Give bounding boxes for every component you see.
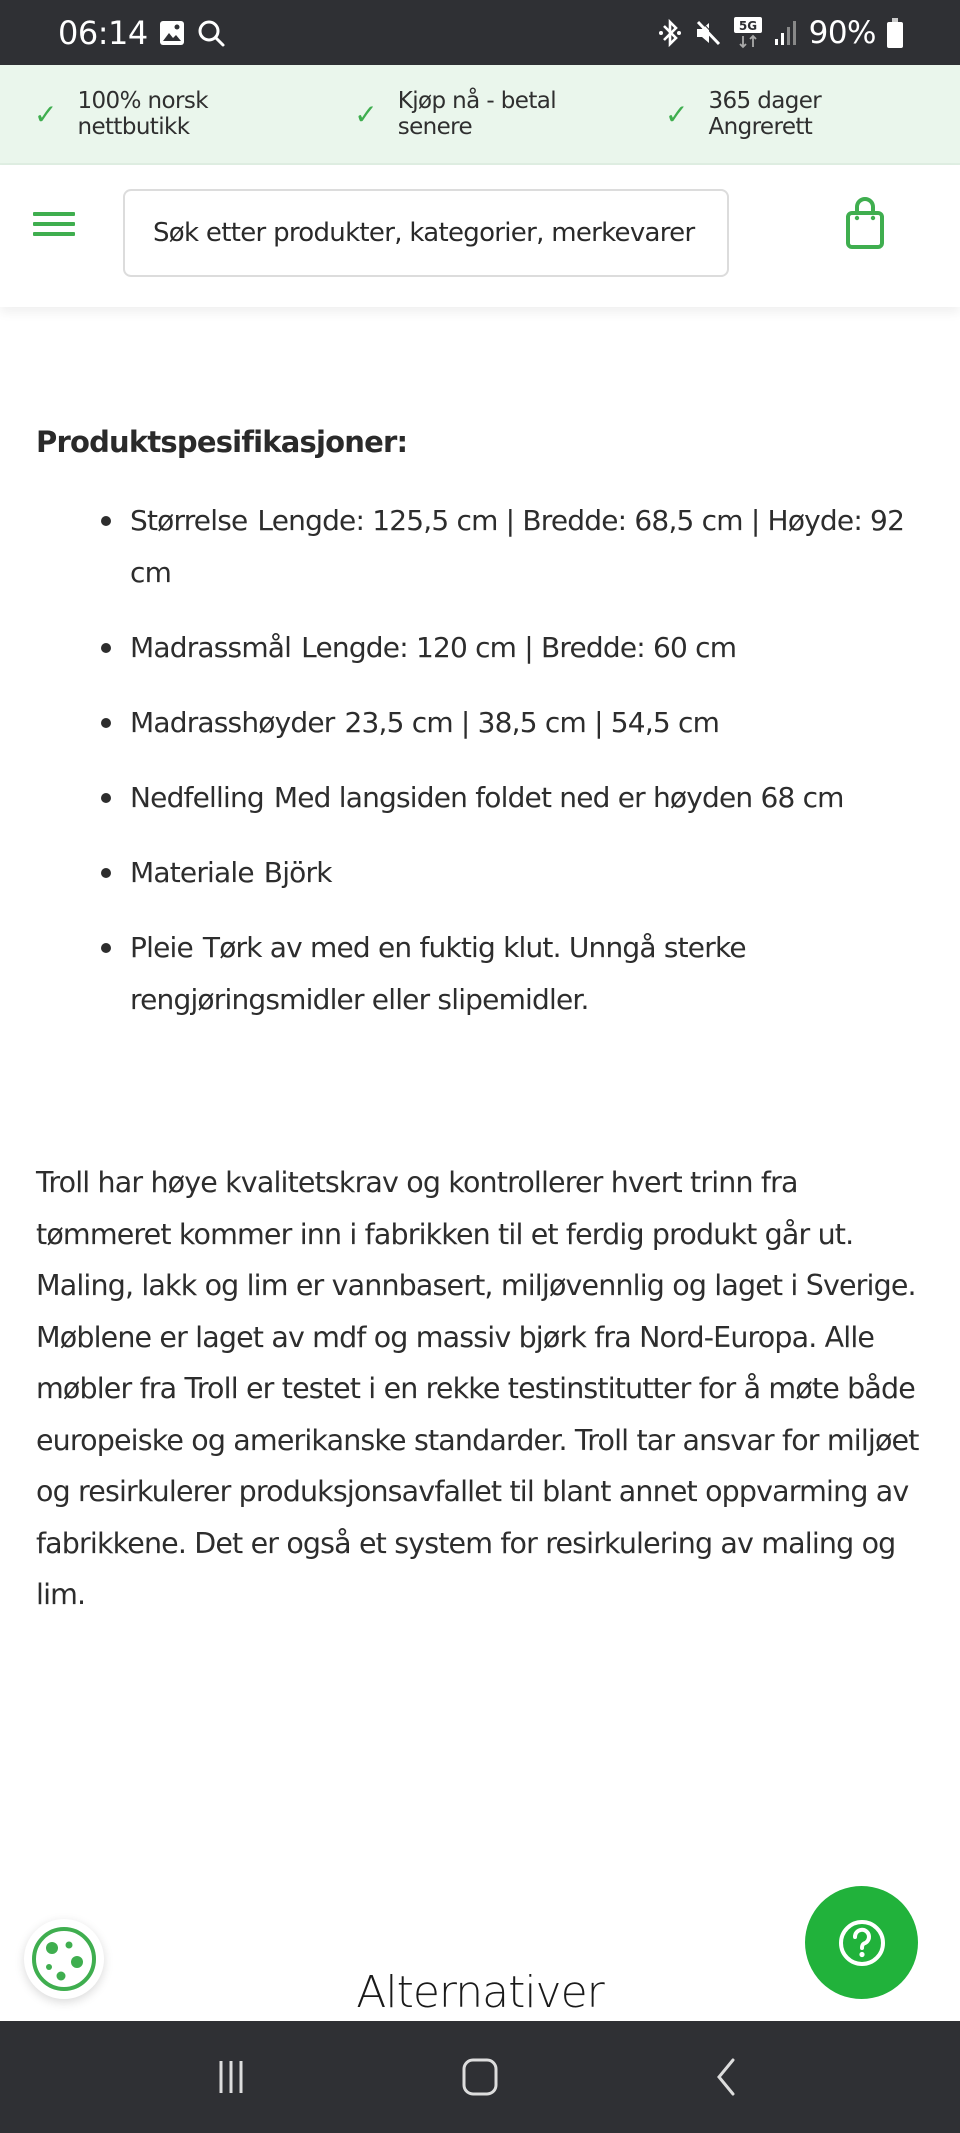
alternatives-title: Alternativer bbox=[356, 1967, 604, 2018]
spec-item bbox=[0, 697, 960, 749]
search-box[interactable] bbox=[123, 189, 729, 277]
battery-percent: 90% bbox=[808, 14, 876, 51]
spec-item bbox=[0, 622, 960, 674]
spec-item bbox=[0, 847, 960, 899]
spec-value: Tørk av med en fuktig klut. Unngå sterke rengjøringsmidler eller slipemidler. bbox=[130, 931, 746, 1016]
usp-bar bbox=[0, 65, 960, 165]
svg-text:5G: 5G bbox=[738, 18, 757, 33]
recent-apps-icon[interactable] bbox=[193, 2047, 273, 2107]
usp-label: Kjøp nå - betal senere bbox=[397, 88, 557, 140]
spec-title: Produktspesifikasjoner: bbox=[36, 425, 408, 459]
spec-value: Lengde: 125,5 cm | Bredde: 68,5 cm | Høyde: 92 cm bbox=[130, 504, 905, 589]
spec-name: Nedfelling bbox=[130, 781, 264, 814]
usp-label: 365 dager Angrerett bbox=[708, 88, 822, 140]
search-input[interactable] bbox=[153, 218, 727, 248]
status-bar bbox=[0, 0, 960, 65]
usp-item bbox=[34, 88, 318, 140]
mute-icon bbox=[693, 18, 723, 48]
search-icon bbox=[196, 18, 226, 48]
spec-name: Materiale bbox=[130, 856, 254, 889]
usp-item bbox=[665, 88, 924, 140]
spec-value: Med langsiden foldet ned er høyden 68 cm bbox=[273, 781, 844, 814]
spec-name: Størrelse bbox=[130, 504, 248, 537]
spec-value: 23,5 cm | 38,5 cm | 54,5 cm bbox=[344, 706, 720, 739]
spec-list bbox=[0, 495, 960, 1049]
status-left bbox=[58, 14, 226, 52]
hamburger-menu-icon[interactable] bbox=[30, 203, 78, 243]
shopping-bag-icon[interactable] bbox=[840, 197, 890, 253]
status-time: 06:14 bbox=[58, 13, 148, 52]
cookie-settings-button[interactable] bbox=[24, 1919, 104, 1999]
check-icon: ✓ bbox=[34, 97, 58, 131]
5g-icon bbox=[733, 16, 763, 50]
question-icon bbox=[836, 1917, 888, 1969]
spec-value: Lengde: 120 cm | Bredde: 60 cm bbox=[301, 631, 737, 664]
site-header bbox=[0, 165, 960, 307]
cookie-icon bbox=[29, 1924, 99, 1994]
usp-item bbox=[354, 88, 629, 140]
spec-item bbox=[0, 772, 960, 824]
spec-item bbox=[0, 495, 960, 599]
check-icon: ✓ bbox=[354, 97, 378, 131]
status-right bbox=[657, 15, 904, 51]
about-text: Troll har høye kvalitetskrav og kontrollerer hvert trinn fra tømmeret kommer inn i fabrikken til et ferdig produkt går ut. Maling, lakk og lim er vannbasert, miljøvennlig og laget i Sverige. Møblene er laget av mdf og massiv bjørk fra Nord-Europa. Alle møbler fra Troll er testet i en rekke testinstitutter for å møte både europeiske og amerikanske standarder. Troll tar ansvar for miljøet og resirkulerer produksjonsavfallet til blant annet oppvarming av fabrikkene. Det er også et system for resirkulering av maling og lim. bbox=[36, 1166, 919, 1611]
system-nav-bar bbox=[0, 2021, 960, 2133]
back-icon[interactable] bbox=[687, 2047, 767, 2107]
spec-name: Pleie bbox=[130, 931, 193, 964]
check-icon: ✓ bbox=[664, 97, 689, 131]
signal-icon bbox=[773, 19, 799, 47]
spec-name: Madrasshøyder bbox=[130, 706, 335, 739]
spec-value: Björk bbox=[263, 856, 332, 889]
battery-icon bbox=[886, 17, 904, 49]
spec-item bbox=[0, 922, 960, 1026]
bluetooth-icon bbox=[657, 18, 683, 48]
home-icon[interactable] bbox=[440, 2047, 520, 2107]
help-button[interactable] bbox=[805, 1886, 918, 1999]
gallery-icon bbox=[158, 19, 186, 47]
usp-label: 100% norsk nettbutikk bbox=[77, 88, 208, 140]
spec-name: Madrassmål bbox=[130, 631, 292, 664]
